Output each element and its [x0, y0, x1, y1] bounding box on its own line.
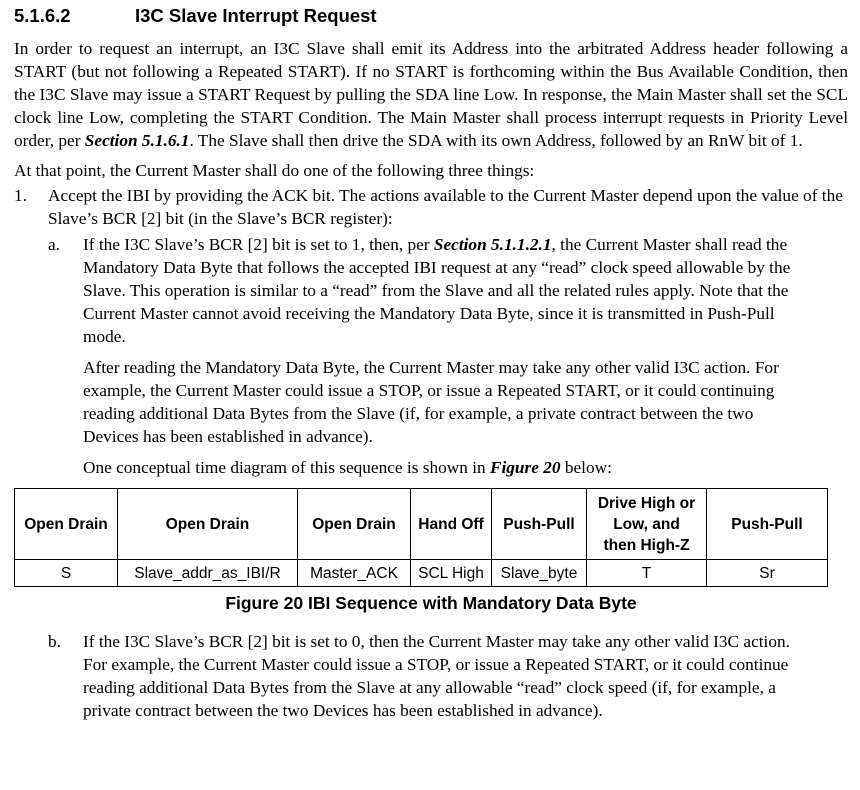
section-reference-link: Section 5.1.6.1	[84, 131, 190, 150]
list-item-1-text: Accept the IBI by providing the ACK bit. The actions available to the Current Master depend upon the value of the Slave’s BCR [2] bit (in the Slave’s BCR register):	[48, 186, 843, 228]
table-data-row	[15, 560, 828, 587]
document-page	[14, 4, 848, 722]
cell-t-bit: T	[587, 560, 707, 587]
intro-text: In order to request an interrupt, an I3C Slave shall emit its Address into the arbitrated Address header following a START (but not following a Repeated START). If no START is forthcoming within the Bus Available Condition, then the I3C Slave may issue a START Request by pulling the SDA line Low. In response, the Main Master shall set the SCL clock line Low, completing the START Condition. The Main Master shall process interrupt requests in Priority Level order, per	[14, 39, 848, 150]
lead-paragraph: At that point, the Current Master shall do one of the following three things:	[14, 161, 535, 180]
table-header-row	[15, 489, 828, 560]
header-drive-high-low	[587, 489, 707, 560]
sub-item-a-paragraph-2: After reading the Mandatory Data Byte, the Current Master may take any other valid I3C action. For example, the Current Master could issue a STOP, or issue a Repeated START, or it could continuing reading additional Data Bytes from the Slave (if, for example, a private contract between the two Devices has been established in advance).	[83, 358, 779, 446]
sub-item-a-paragraph-1	[83, 233, 803, 348]
sub-item-a	[48, 233, 848, 479]
sub-item-a-content	[83, 233, 803, 479]
figure-reference-link: Figure 20	[489, 458, 561, 477]
cell-scl-high: SCL High	[411, 560, 492, 587]
figure-intro-end: below:	[560, 458, 612, 477]
list-item-1	[14, 184, 848, 230]
ibi-sequence-table	[14, 488, 828, 587]
header-drive-line-3: then High-Z	[603, 536, 690, 554]
intro-paragraph	[14, 37, 848, 152]
figure-caption: Figure 20 IBI Sequence with Mandatory Data Byte	[225, 593, 637, 613]
section-heading	[14, 4, 848, 28]
sub-item-a-paragraph-3	[83, 456, 803, 479]
header-hand-off: Hand Off	[411, 489, 492, 560]
cell-slave-byte: Slave_byte	[492, 560, 587, 587]
intro-text-end: . The Slave shall then drive the SDA with its own Address, followed by an RnW bit of 1.	[189, 131, 803, 150]
sub-marker-a: a.	[48, 235, 60, 254]
cell-master-ack: Master_ACK	[298, 560, 411, 587]
cell-slave-addr: Slave_addr_as_IBI/R	[118, 560, 298, 587]
header-open-drain-3: Open Drain	[298, 489, 411, 560]
header-drive-line-2: Low, and	[613, 515, 680, 533]
header-push-pull-1: Push-Pull	[492, 489, 587, 560]
sub-a-text-end: , the Current Master shall read the Mandatory Data Byte that follows the accepted IBI request at any “read” clock speed allowable by the Slave. This operation is similar to a “read” from the Slave and all the related rules apply. Note that the Current Master cannot avoid receiving the Mandatory Data Byte, since it is transmitted in Push-Pull mode.	[83, 235, 791, 346]
header-open-drain-2: Open Drain	[118, 489, 298, 560]
sub-item-b-text: If the I3C Slave’s BCR [2] bit is set to 0, then the Current Master may take any other valid I3C action. For example, the Current Master could issue a STOP, or issue a Repeated START, or it could continue reading additional Data Bytes from the Slave at any allowable “read” clock speed (if, for example, a private contract between the two Devices has been established in advance).	[83, 632, 790, 720]
header-open-drain-1: Open Drain	[15, 489, 118, 560]
sub-item-b	[48, 630, 848, 722]
section-reference-link: Section 5.1.1.2.1	[433, 235, 552, 254]
section-number: 5.1.6.2	[14, 5, 71, 26]
cell-repeated-start: Sr	[707, 560, 828, 587]
cell-start: S	[15, 560, 118, 587]
section-title: I3C Slave Interrupt Request	[135, 5, 377, 26]
sub-marker-b: b.	[48, 632, 61, 651]
sub-a-text: If the I3C Slave’s BCR [2] bit is set to 1, then, per	[83, 235, 434, 254]
header-drive-line-1: Drive High or	[597, 494, 696, 512]
figure-intro-text: One conceptual time diagram of this sequence is shown in	[83, 458, 490, 477]
list-marker: 1.	[14, 186, 27, 205]
header-push-pull-2: Push-Pull	[707, 489, 828, 560]
